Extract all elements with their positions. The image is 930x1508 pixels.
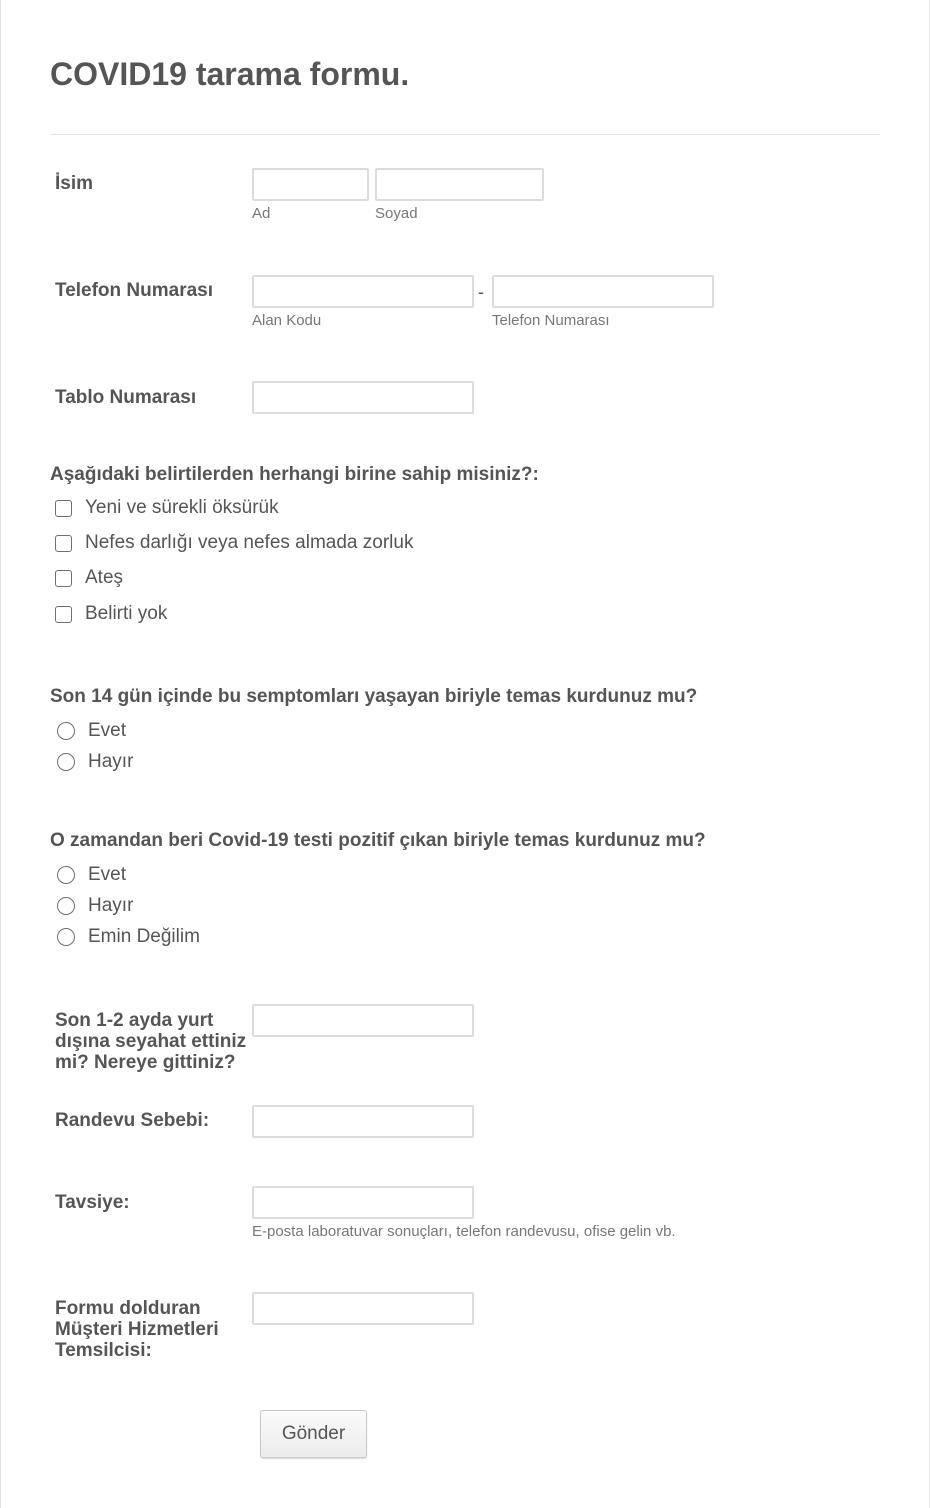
option-label: Ateş [85, 567, 124, 588]
travel-label-line: Son 1-2 ayda yurt [55, 1010, 214, 1031]
last-name-sublabel: Soyad [375, 205, 418, 222]
table-number-input[interactable] [252, 381, 474, 414]
contact-question: Son 14 gün içinde bu semptomları yaşayan biriyle temas kurdunuz mu? [50, 686, 698, 707]
representative-label-line: Müşteri Hizmetleri [55, 1319, 219, 1340]
radio-button[interactable] [57, 722, 75, 740]
symptom-option-cough[interactable] [55, 497, 279, 519]
positive-option-unsure[interactable] [57, 926, 200, 948]
travel-label-line: dışına seyahat ettiniz [55, 1031, 247, 1052]
positive-contact-question: O zamandan beri Covid-19 testi pozitif çıkan biriyle temas kurdunuz mu? [50, 830, 706, 851]
area-code-sublabel: Alan Kodu [252, 312, 322, 329]
phone-separator: - [478, 282, 484, 302]
travel-label-line: mi? Nereye gittiniz? [55, 1052, 236, 1073]
name-label: İsim [55, 173, 94, 194]
representative-label-line: Formu dolduran [55, 1298, 201, 1319]
phone-label: Telefon Numarası [55, 280, 214, 301]
title-divider [50, 134, 880, 135]
representative-label [55, 1298, 250, 1361]
travel-label [55, 1010, 250, 1073]
symptoms-question: Aşağıdaki belirtilerden herhangi birine sahip misiniz?: [50, 464, 539, 485]
advice-sublabel: E-posta laboratuvar sonuçları, telefon randevusu, ofise gelin vb. [252, 1223, 676, 1240]
representative-label-line: Temsilcisi: [55, 1340, 152, 1361]
positive-option-no[interactable] [57, 895, 133, 917]
last-name-input[interactable] [375, 168, 544, 201]
table-number-label: Tablo Numarası [55, 387, 197, 408]
radio-button[interactable] [57, 866, 75, 884]
symptom-option-none[interactable] [55, 603, 167, 625]
appointment-reason-input[interactable] [252, 1105, 474, 1138]
checkbox[interactable] [55, 570, 72, 587]
representative-input[interactable] [252, 1292, 474, 1325]
contact-option-no[interactable] [57, 751, 133, 773]
option-label: Emin Değilim [88, 926, 200, 947]
positive-option-yes[interactable] [57, 864, 126, 886]
phone-number-input[interactable] [492, 275, 714, 308]
appointment-reason-label: Randevu Sebebi: [55, 1110, 210, 1131]
first-name-sublabel: Ad [252, 205, 271, 222]
checkbox[interactable] [55, 606, 72, 623]
option-label: Evet [88, 720, 127, 741]
submit-button[interactable]: Gönder [260, 1410, 367, 1458]
advice-label: Tavsiye: [55, 1192, 130, 1213]
radio-button[interactable] [57, 928, 75, 946]
travel-input[interactable] [252, 1004, 474, 1037]
symptom-option-fever[interactable] [55, 567, 123, 589]
advice-input[interactable] [252, 1186, 474, 1219]
radio-button[interactable] [57, 753, 75, 771]
phone-number-sublabel: Telefon Numarası [492, 312, 610, 329]
option-label: Nefes darlığı veya nefes almada zorluk [85, 532, 414, 553]
form-title: COVID19 tarama formu. [50, 56, 410, 92]
area-code-input[interactable] [252, 275, 474, 308]
option-label: Yeni ve sürekli öksürük [85, 497, 279, 518]
radio-button[interactable] [57, 897, 75, 915]
contact-option-yes[interactable] [57, 720, 126, 742]
option-label: Belirti yok [85, 603, 168, 624]
checkbox[interactable] [55, 500, 72, 517]
symptom-option-breath[interactable] [55, 532, 413, 554]
first-name-input[interactable] [252, 168, 369, 201]
option-label: Hayır [88, 895, 134, 916]
checkbox[interactable] [55, 535, 72, 552]
option-label: Evet [88, 864, 127, 885]
option-label: Hayır [88, 751, 134, 772]
